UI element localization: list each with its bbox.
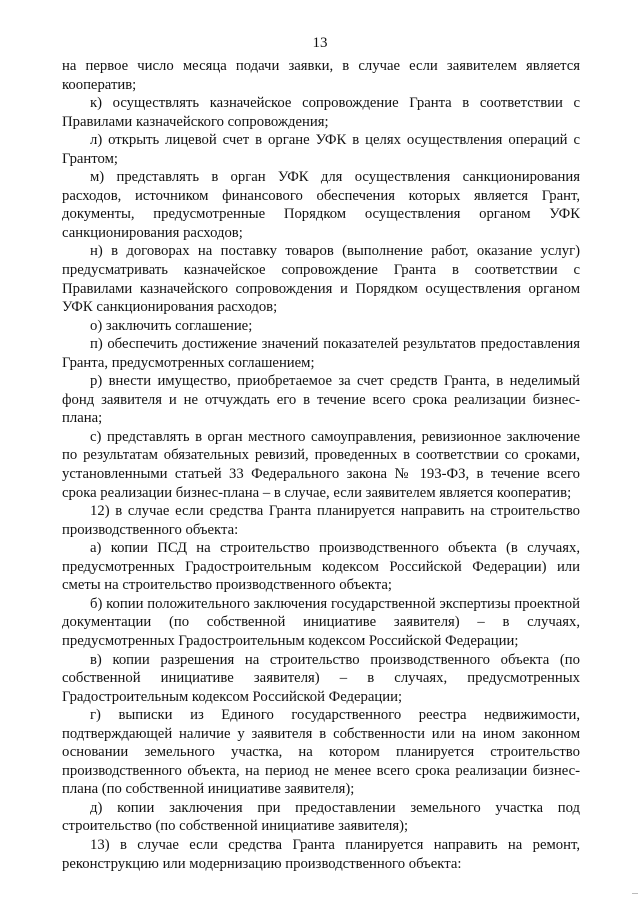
- paragraph-item-g: г) выписки из Единого государственного реестра недвижимости, подтверждающей наличие у заявителя в собственности или на ином законном основании земельного участка, на котором планируется строительство производственного объекта, на период не менее всего срока реализации бизнес-плана (по собственной инициативе заявителя);: [62, 707, 580, 798]
- paragraph-item-d: д) копии заключения при предоставлении земельного участка под строительство (по собственной инициативе заявителя);: [62, 799, 580, 835]
- paragraph-item-o: о) заключить соглашение;: [90, 317, 253, 334]
- paragraph-item-s: с) представлять в орган местного самоуправления, ревизионное заключение по результатам обязательных ревизий, проведенных в соответствии со сроками, установленными статьей 33 Федерального закона № 193-ФЗ, в течение всего срока реализации бизнес-плана – в случае, если заявителем является кооператив;: [62, 428, 580, 501]
- paragraph-item-l: л) открыть лицевой счет в органе УФК в целях осуществления операций с Грантом;: [62, 132, 580, 167]
- scan-corner-mark: [632, 893, 638, 897]
- document-body: [62, 57, 580, 873]
- paragraph-item-p: п) обеспечить достижение значений показателей результатов предоставления Гранта, предусмотренных соглашением;: [62, 336, 580, 371]
- paragraph-item-k: к) осуществлять казначейское сопровождение Гранта в соответствии с Правилами казначейского сопровождения;: [62, 95, 580, 130]
- paragraph-item-a: а) копии ПСД на строительство производственного объекта (в случаях, предусмотренных Градостроительным кодексом Российской Федерации) или сметы на строительство производственного объекта;: [62, 540, 580, 594]
- page-number: 13: [312, 35, 328, 51]
- paragraph-item-n: н) в договорах на поставку товаров (выполнение работ, оказание услуг) предусматривать казначейское сопровождение Гранта в соответствии с Правилами казначейского сопровождения и Порядком осуществления органом УФК санкционирования расходов;: [62, 243, 580, 316]
- paragraph-item-12: 12) в случае если средства Гранта планируется направить на строительство производственного объекта:: [62, 503, 580, 538]
- paragraph-continuation: на первое число месяца подачи заявки, в случае если заявителем является кооператив;: [62, 58, 580, 93]
- paragraph-item-v: в) копии разрешения на строительство производственного объекта (по собственной инициативе заявителя) – в случаях, предусмотренных Градостроительным кодексом Российской Федерации;: [62, 651, 580, 705]
- paragraph-item-m: м) представлять в орган УФК для осуществления санкционирования расходов, источником финансового обеспечения которых является Грант, документы, предусмотренные Порядком осуществления органом УФК санкционирования расходов;: [62, 169, 580, 241]
- paragraph-item-r: р) внести имущество, приобретаемое за счет средств Гранта, в неделимый фонд заявителя и не отчуждать его в течение всего срока реализации бизнес-плана;: [62, 373, 580, 427]
- paragraph-item-b: б) копии положительного заключения государственной экспертизы проектной документации (по собственной инициативе заявителя) – в случаях, предусмотренных Градостроительным кодексом Российской Федерации;: [62, 595, 580, 649]
- paragraph-item-13: 13) в случае если средства Гранта планируется направить на ремонт, реконструкцию или модернизацию производственного объекта:: [62, 836, 580, 872]
